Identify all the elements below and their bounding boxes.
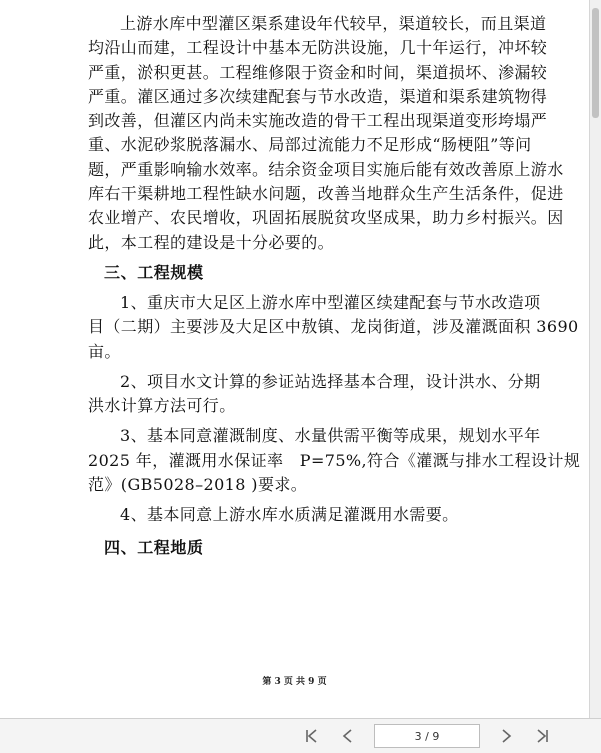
item-4: [88, 503, 528, 527]
scrollbar-thumb[interactable]: [592, 8, 599, 118]
first-page-icon[interactable]: [299, 723, 325, 749]
text-line: 上游水库中型灌区渠系建设年代较早，渠道较长，而且渠道: [120, 14, 547, 33]
paragraph-necessity: [88, 12, 564, 255]
text-line: 1、重庆市大足区上游水库中型灌区续建配套与节水改造项: [120, 292, 541, 312]
item-2: [88, 370, 541, 419]
section-heading-geology: 四、工程地质: [104, 537, 204, 557]
page-content: [88, 12, 581, 560]
item-3: [88, 424, 581, 497]
text-line: 洪水计算方法可行。: [88, 396, 236, 416]
item-1: [88, 291, 579, 364]
text-line: 4、基本同意上游水库水质满足灌溉用水需要。: [120, 505, 459, 525]
text-line: 库右干渠耕地工程性缺水问题，改善当地群众生产生活条件，促进: [88, 184, 564, 204]
prev-page-icon[interactable]: [335, 723, 361, 749]
text-line: 范》(GB5028–2018 )要求。: [88, 475, 308, 495]
section-heading-scale: 三、工程规模: [104, 262, 204, 282]
text-line: 亩。: [88, 341, 121, 361]
text-line: 到改善，但灌区内尚未实施改造的骨干工程出现渠道变形垮塌严: [88, 111, 548, 131]
next-page-icon[interactable]: [493, 723, 519, 749]
text-line: 3、基本同意灌溉制度、水量供需平衡等成果，规划水平年: [120, 426, 541, 446]
text-line: 题，严重影响输水效率。结余资金项目实施后能有效改善原上游水: [88, 159, 564, 179]
text-line: 2025 年，灌溉用水保证率 P=75%,符合《灌溉与排水工程设计规: [88, 450, 581, 470]
text-line: 重、水泥砂浆脱落漏水、局部过流能力不足形成“肠梗阻”等问: [88, 135, 532, 155]
text-line: 此，本工程的建设是十分必要的。: [88, 232, 335, 252]
text-line: 严重，淤积更甚。工程维修限于资金和时间，渠道损坏、渗漏较: [88, 62, 548, 82]
text-line: 农业增产、农民增收，巩固拓展脱贫攻坚成果，助力乡村振兴。因: [88, 208, 564, 228]
page-footer: 第 3 页 共 9 页: [262, 677, 327, 687]
text-line: 严重。灌区通过多次续建配套与节水改造，渠道和渠系建筑物得: [88, 86, 548, 106]
text-line: 目（二期）主要涉及大足区中敖镇、龙岗街道，涉及灌溉面积 3690: [88, 317, 579, 337]
last-page-icon[interactable]: [529, 723, 555, 749]
page-indicator[interactable]: 3 / 9: [374, 724, 480, 748]
text-line: 均沿山而建，工程设计中基本无防洪设施，几十年运行，冲坏较: [88, 38, 548, 58]
text-line: 2、项目水文计算的参证站选择基本合理，设计洪水、分期: [120, 371, 541, 391]
vertical-scrollbar[interactable]: [589, 0, 601, 718]
page-navigation-toolbar: [0, 718, 601, 753]
